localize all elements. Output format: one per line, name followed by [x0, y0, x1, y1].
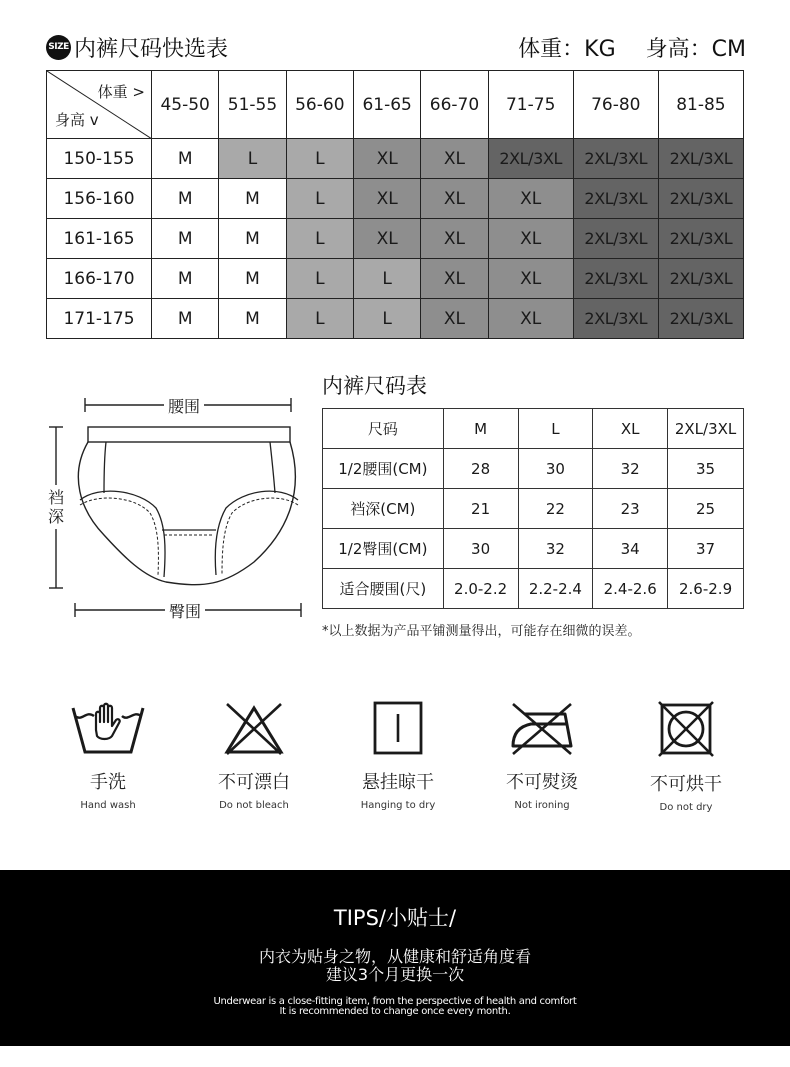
waist-label: 腰围	[164, 394, 204, 417]
measure-row-label: 1/2腰围(CM)	[323, 449, 444, 489]
size-cell: XL	[353, 179, 420, 219]
measure-row-label: 适合腰围(尺)	[323, 569, 444, 609]
size-table-row	[47, 139, 744, 179]
tips-english-text	[0, 997, 790, 1017]
measure-header-cell: XL	[593, 409, 668, 449]
hand-wash-icon	[70, 700, 146, 756]
size-cell: M	[152, 299, 219, 339]
measure-header-cell: L	[518, 409, 593, 449]
measure-cell: 2.0-2.2	[443, 569, 518, 609]
care-label-cn: 不可熨烫	[506, 772, 578, 793]
size-cell: M	[152, 259, 219, 299]
measure-row-label: 裆深(CM)	[323, 489, 444, 529]
size-table-row	[47, 219, 744, 259]
size-table-row	[47, 299, 744, 339]
size-cell: 2XL/3XL	[658, 259, 743, 299]
hang-dry-icon	[370, 700, 426, 756]
tips-en-line-1: Underwear is a close-fitting item, from the perspective of health and comfort	[213, 996, 577, 1007]
height-range-cell: 171-175	[47, 299, 152, 339]
measure-header-cell: 2XL/3XL	[668, 409, 744, 449]
size-cell: XL	[421, 139, 488, 179]
size-cell: L	[353, 299, 420, 339]
size-cell: M	[219, 259, 286, 299]
care-item-no-dry	[626, 700, 746, 813]
size-table-row	[47, 179, 744, 219]
measure-cell: 32	[518, 529, 593, 569]
page-title: 内裤尺码快选表	[74, 37, 229, 62]
no-tumble-dry-icon	[657, 700, 715, 758]
unit-labels	[518, 32, 746, 63]
tips-banner	[0, 870, 790, 1046]
no-iron-icon	[507, 700, 577, 756]
care-item-hang-dry	[338, 700, 458, 811]
page-header	[46, 30, 746, 64]
care-item-hand-wash	[48, 700, 168, 811]
size-cell: XL	[488, 179, 573, 219]
weight-header-cell: 45-50	[152, 71, 219, 139]
height-range-cell: 156-160	[47, 179, 152, 219]
size-cell: L	[286, 259, 353, 299]
size-cell: XL	[353, 139, 420, 179]
care-label-cn: 手洗	[90, 772, 126, 793]
size-cell: 2XL/3XL	[573, 179, 658, 219]
measure-cell: 23	[593, 489, 668, 529]
measure-cell: 34	[593, 529, 668, 569]
size-cell: 2XL/3XL	[573, 299, 658, 339]
measure-cell: 2.2-2.4	[518, 569, 593, 609]
measure-cell: 21	[443, 489, 518, 529]
care-label-cn: 悬挂晾干	[362, 772, 434, 793]
corner-height-label: 身高 v	[55, 111, 99, 129]
weight-header-cell: 56-60	[286, 71, 353, 139]
tips-chinese-text	[0, 948, 790, 984]
rise-label: 裆深	[46, 485, 66, 529]
measure-header-cell: M	[443, 409, 518, 449]
garment-diagram	[44, 385, 309, 625]
size-cell: L	[286, 179, 353, 219]
size-cell: M	[219, 219, 286, 259]
size-table-header-row	[47, 71, 744, 139]
measure-row-label: 1/2臀围(CM)	[323, 529, 444, 569]
measure-header-row	[323, 409, 744, 449]
measurement-note: *以上数据为产品平铺测量得出，可能存在细微的误差。	[322, 624, 641, 639]
tips-en-line-2: It is recommended to change once every month.	[279, 1006, 511, 1017]
measure-cell: 32	[593, 449, 668, 489]
care-item-no-iron	[482, 700, 602, 811]
size-cell: L	[286, 139, 353, 179]
size-cell: 2XL/3XL	[573, 219, 658, 259]
size-cell: M	[152, 219, 219, 259]
care-label-cn: 不可烘干	[650, 774, 722, 795]
tips-cn-line-2: 建议3个月更换一次	[325, 965, 465, 984]
size-cell: 2XL/3XL	[658, 219, 743, 259]
corner-weight-label: 体重 >	[97, 83, 145, 101]
tips-title: TIPS/小贴士/	[333, 906, 457, 930]
size-cell: 2XL/3XL	[658, 299, 743, 339]
measure-cell: 2.4-2.6	[593, 569, 668, 609]
measurement-table	[322, 408, 744, 609]
care-label-en: Hand wash	[80, 800, 136, 811]
measure-row	[323, 489, 744, 529]
weight-unit-label: 体重：KG	[518, 37, 616, 62]
size-selection-table	[46, 70, 744, 339]
size-cell: 2XL/3XL	[573, 259, 658, 299]
care-label-en: Do not bleach	[219, 800, 289, 811]
size-cell: XL	[421, 259, 488, 299]
care-label-cn: 不可漂白	[218, 772, 290, 793]
size-cell: M	[219, 179, 286, 219]
care-item-no-bleach	[194, 700, 314, 811]
size-cell: XL	[488, 259, 573, 299]
size-cell: XL	[421, 299, 488, 339]
measure-row	[323, 449, 744, 489]
size-table-row	[47, 259, 744, 299]
size-cell: XL	[421, 219, 488, 259]
size-cell: M	[152, 179, 219, 219]
size-cell: XL	[488, 219, 573, 259]
weight-header-cell: 66-70	[421, 71, 488, 139]
size-cell: 2XL/3XL	[573, 139, 658, 179]
tips-cn-line-1: 内衣为贴身之物，从健康和舒适角度看	[258, 947, 531, 966]
size-cell: 2XL/3XL	[488, 139, 573, 179]
measure-table-title: 内裤尺码表	[322, 374, 427, 398]
measure-row	[323, 569, 744, 609]
weight-header-cell: 76-80	[573, 71, 658, 139]
measure-cell: 37	[668, 529, 744, 569]
measure-cell: 2.6-2.9	[668, 569, 744, 609]
size-badge: SIZE	[46, 35, 71, 60]
size-cell: XL	[488, 299, 573, 339]
size-cell: L	[286, 299, 353, 339]
table-corner-cell	[47, 71, 152, 139]
measure-cell: 30	[443, 529, 518, 569]
size-cell: 2XL/3XL	[658, 139, 743, 179]
height-unit-label: 身高：CM	[645, 37, 746, 62]
measure-cell: 30	[518, 449, 593, 489]
care-label-en: Not ironing	[514, 800, 570, 811]
measure-cell: 25	[668, 489, 744, 529]
size-cell: M	[152, 139, 219, 179]
weight-header-cell: 61-65	[353, 71, 420, 139]
weight-header-cell: 81-85	[658, 71, 743, 139]
care-label-en: Hanging to dry	[360, 800, 436, 811]
briefs-outline-illustration	[44, 385, 309, 625]
size-cell: L	[286, 219, 353, 259]
height-range-cell: 166-170	[47, 259, 152, 299]
height-range-cell: 161-165	[47, 219, 152, 259]
hip-label: 臀围	[165, 599, 205, 622]
weight-header-cell: 51-55	[219, 71, 286, 139]
measure-cell: 35	[668, 449, 744, 489]
height-range-cell: 150-155	[47, 139, 152, 179]
weight-header-cell: 71-75	[488, 71, 573, 139]
size-cell: L	[353, 259, 420, 299]
measure-row	[323, 529, 744, 569]
size-cell: 2XL/3XL	[658, 179, 743, 219]
do-not-bleach-icon	[221, 700, 287, 756]
measure-cell: 22	[518, 489, 593, 529]
size-cell: M	[219, 299, 286, 339]
size-cell: XL	[353, 219, 420, 259]
care-label-en: Do not dry	[659, 802, 713, 813]
size-cell: L	[219, 139, 286, 179]
measure-cell: 28	[443, 449, 518, 489]
measure-header-cell: 尺码	[323, 409, 444, 449]
size-cell: XL	[421, 179, 488, 219]
